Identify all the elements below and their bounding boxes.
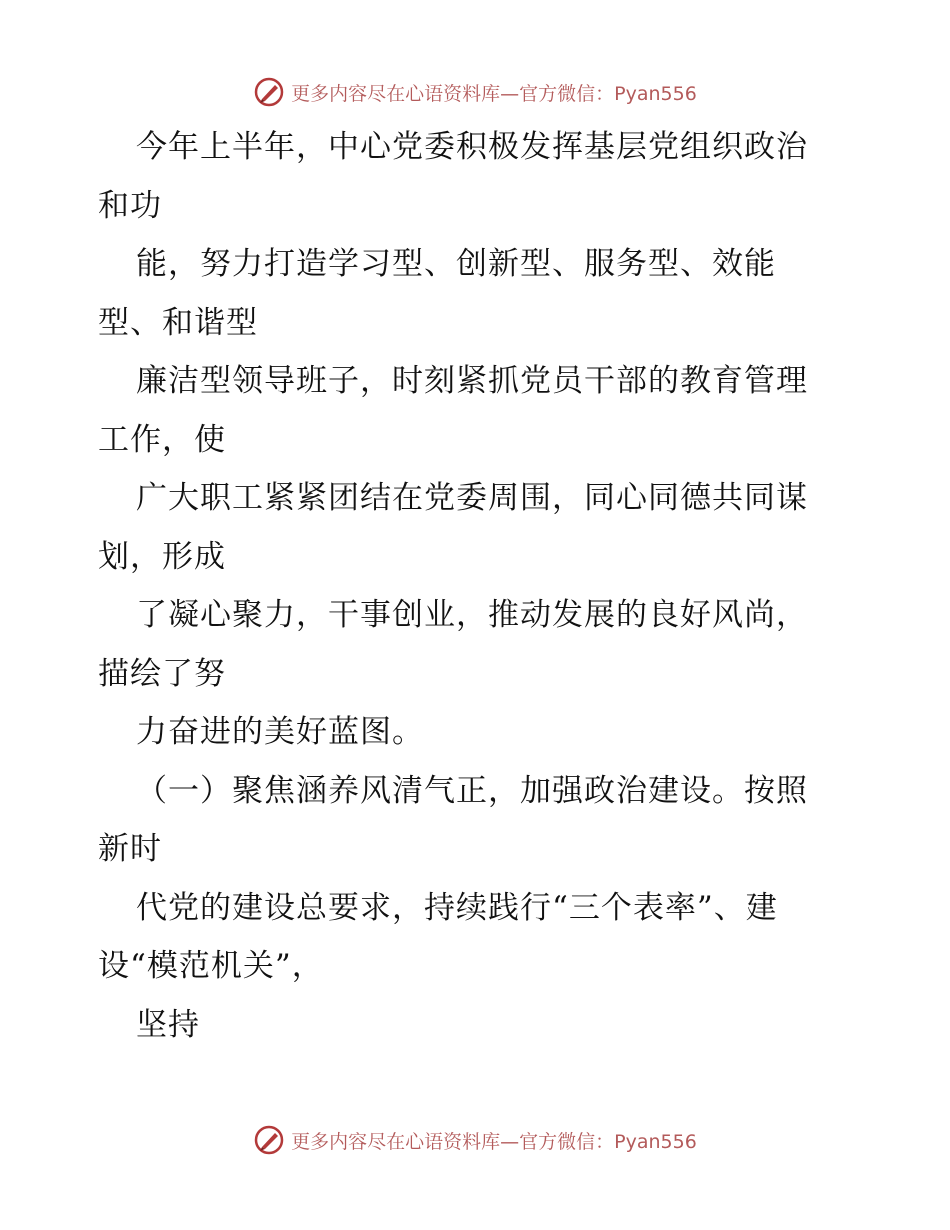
paragraph-line: 广大职工紧紧团结在党委周围，同心同德共同谋 (136, 480, 808, 516)
paragraph-line: 划，形成 (98, 538, 226, 575)
paragraph-line: 坚持 (136, 1006, 200, 1043)
footer-watermark-text: 更多内容尽在心语资料库—官方微信：Pyan556 (291, 1130, 697, 1153)
paragraph-line: 工作，使 (98, 421, 226, 458)
paragraph-line: 今年上半年，中心党委积极发挥基层党组织政治 (136, 129, 808, 165)
paragraph-line: 力奋进的美好蓝图。 (136, 714, 424, 750)
paragraph-line: 廉洁型领导班子，时刻紧抓党员干部的教育管理 (136, 363, 808, 399)
paragraph-line: （一）聚焦涵养风清气正，加强政治建设。按照 (136, 772, 808, 809)
paragraph-line: 和功 (98, 187, 162, 224)
pen-logo-icon (253, 1124, 285, 1156)
paragraph-line: 设“模范机关”， (98, 948, 324, 984)
document-body (98, 118, 858, 1054)
paragraph-line: 了凝心聚力，干事创业，推动发展的良好风尚， (136, 597, 808, 633)
header-watermark-text: 更多内容尽在心语资料库—官方微信：Pyan556 (291, 82, 697, 105)
header-watermark (0, 72, 950, 112)
paragraph-line: 代党的建设总要求，持续践行“三个表率”、建 (136, 889, 778, 926)
paragraph-line: 描绘了努 (98, 655, 226, 692)
footer-watermark (0, 1120, 950, 1160)
paragraph-line: 新时 (98, 831, 162, 867)
paragraph-line: 型、和谐型 (98, 304, 258, 341)
pen-logo-icon (253, 76, 285, 108)
paragraph-line: 能，努力打造学习型、创新型、服务型、效能 (136, 246, 776, 282)
